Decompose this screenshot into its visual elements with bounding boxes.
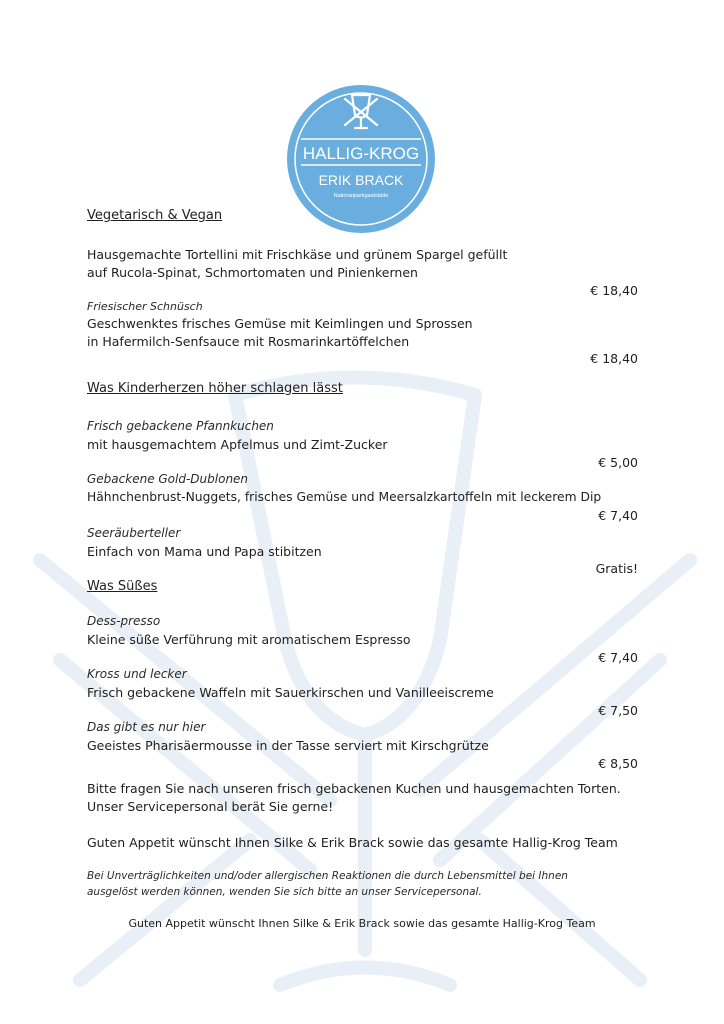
allergy-note-line2: ausgelöst werden können, wenden Sie sich bitte an unser Servicepersonal. xyxy=(87,886,482,898)
greeting-text: Guten Appetit wünscht Ihnen Silke & Erik Brack sowie das gesamte Hallig-Krog Team xyxy=(87,835,618,850)
vegan-item2-name: Friesischer Schnüsch xyxy=(87,300,203,313)
vegan-item1-line2: auf Rucola-Spinat, Schmortomaten und Pinienkernen xyxy=(87,265,418,280)
kids-item3-desc: Einfach von Mama und Papa stibitzen xyxy=(87,544,322,559)
sweets-item2-desc: Frisch gebackene Waffeln mit Sauerkirschen und Vanilleeiscreme xyxy=(87,685,494,700)
sweets-item3-name: Das gibt es nur hier xyxy=(87,720,206,734)
logo-name: HALLIG-KROG xyxy=(302,144,420,163)
kids-item2-name: Gebackene Gold-Dublonen xyxy=(87,472,249,486)
vegan-item2-line1: Geschwenktes frisches Gemüse mit Keimlingen und Sprossen xyxy=(87,316,473,331)
sweets-item2-price: € 7,50 xyxy=(598,703,638,718)
sweets-item3-price: € 8,50 xyxy=(598,756,638,771)
sweets-item1-desc: Kleine süße Verführung mit aromatischem Espresso xyxy=(87,632,411,647)
sweets-item2-name: Kross und lecker xyxy=(87,667,187,681)
kids-item3-price: Gratis! xyxy=(595,561,638,576)
section-title-kids: Was Kinderherzen höher schlagen lässt xyxy=(87,381,343,396)
kids-item2-desc: Hähnchenbrust-Nuggets, frisches Gemüse und Meersalzkartoffeln mit leckerem Dip xyxy=(87,490,602,504)
logo-tagline: Nationalparkgaststätte xyxy=(333,193,389,199)
sweets-item3-desc: Geeistes Pharisäermousse in der Tasse serviert mit Kirschgrütze xyxy=(87,738,489,753)
kids-item1-name: Frisch gebackene Pfannkuchen xyxy=(87,419,274,433)
vegan-item1-line1: Hausgemachte Tortellini mit Frischkäse und grünem Spargel gefüllt xyxy=(87,247,508,262)
kids-item1-desc: mit hausgemachtem Apfelmus und Zimt-Zucker xyxy=(87,437,388,452)
allergy-note-line1: Bei Unverträglichkeiten und/oder allergischen Reaktionen die durch Lebensmittel bei Ihnen xyxy=(87,870,568,882)
vegan-item1-price: € 18,40 xyxy=(590,283,638,298)
sweets-item1-name: Dess-presso xyxy=(87,614,161,628)
vegan-item2-line2: in Hafermilch-Senfsauce mit Rosmarinkartöffelchen xyxy=(87,334,410,349)
section-title-vegan: Vegetarisch & Vegan xyxy=(87,208,223,223)
cake-note-line2: Unser Servicepersonal berät Sie gerne! xyxy=(87,799,334,814)
vegan-item2-price: € 18,40 xyxy=(590,351,638,366)
sweets-item1-price: € 7,40 xyxy=(598,650,638,665)
cake-note-line1: Bitte fragen Sie nach unseren frisch gebackenen Kuchen und hausgemachten Torten. xyxy=(87,781,621,796)
logo-owner: ERIK BRACK xyxy=(318,172,404,188)
kids-item2-price: € 7,40 xyxy=(598,508,638,523)
kids-item1-price: € 5,00 xyxy=(598,455,638,470)
section-title-sweets: Was Süßes xyxy=(87,579,158,594)
kids-item3-name: Seeräuberteller xyxy=(87,526,181,540)
footer-greeting: Guten Appetit wünscht Ihnen Silke & Erik Brack sowie das gesamte Hallig-Krog Team xyxy=(128,917,596,930)
